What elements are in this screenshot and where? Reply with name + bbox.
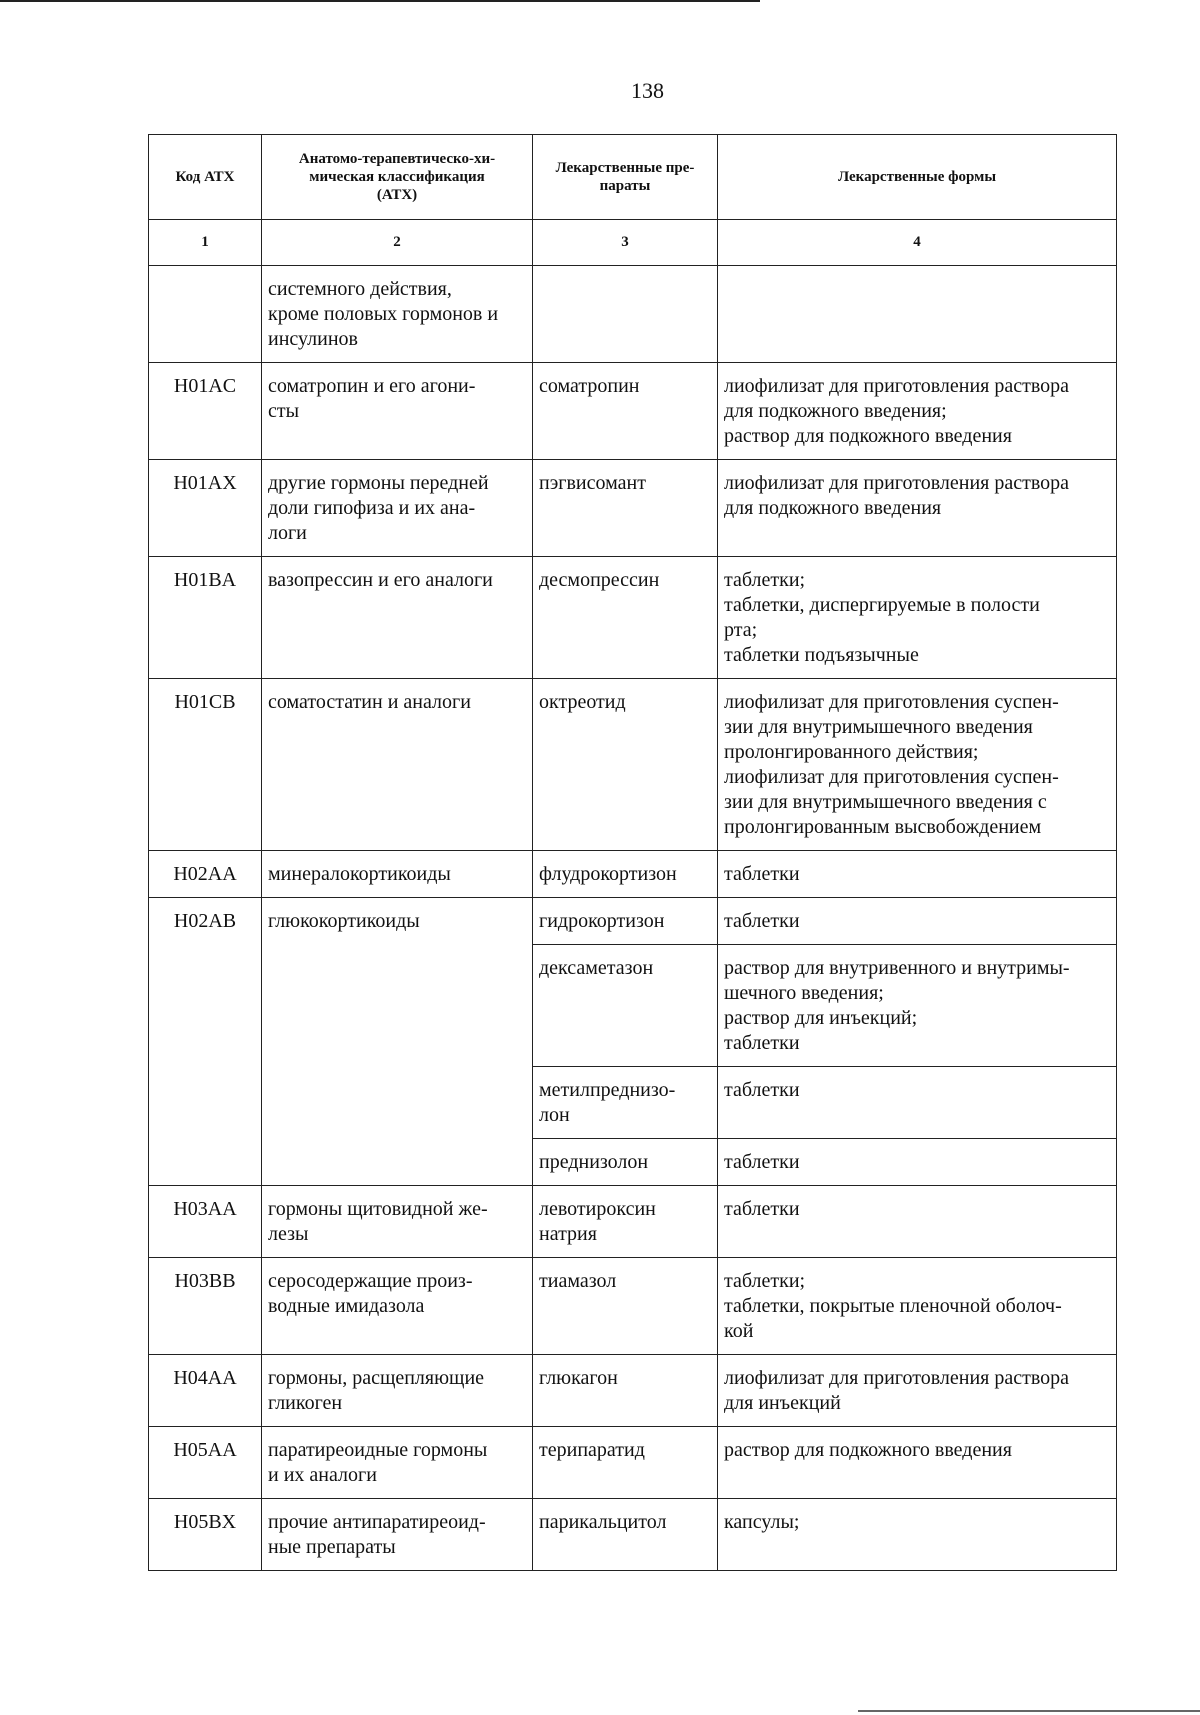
atx-code-cell: H04AA bbox=[149, 1355, 262, 1427]
header-forms: Лекарственные формы bbox=[718, 135, 1117, 220]
dosage-forms-cell: капсулы; bbox=[718, 1499, 1117, 1571]
header-drugs: Лекарственные пре- параты bbox=[533, 135, 718, 220]
atx-code-cell: H01CB bbox=[149, 679, 262, 851]
atx-code-cell bbox=[149, 266, 262, 363]
atx-code-cell: H01AX bbox=[149, 460, 262, 557]
dosage-forms-cell: таблетки; таблетки, покрытые пленочной оболоч- кой bbox=[718, 1258, 1117, 1355]
table-row bbox=[149, 679, 1117, 851]
dosage-forms-cell: таблетки; таблетки, диспергируемые в полости рта; таблетки подъязычные bbox=[718, 557, 1117, 679]
table-row bbox=[149, 460, 1117, 557]
header-classification: Анатомо-терапевтическо-хи- мическая классификация (АТХ) bbox=[262, 135, 533, 220]
dosage-forms-cell: лиофилизат для приготовления раствора для подкожного введения; раствор для подкожного введения bbox=[718, 363, 1117, 460]
drug-cell: левотироксин натрия bbox=[533, 1186, 718, 1258]
drug-cell: метилпреднизо- лон bbox=[533, 1067, 718, 1139]
drug-cell: соматропин bbox=[533, 363, 718, 460]
table-row bbox=[149, 557, 1117, 679]
atx-code-cell: H05BX bbox=[149, 1499, 262, 1571]
dosage-forms-cell: раствор для внутривенного и внутримы- шечного введения; раствор для инъекций; таблетки bbox=[718, 945, 1117, 1067]
table-body bbox=[149, 266, 1117, 1571]
drug-cell: глюкагон bbox=[533, 1355, 718, 1427]
drug-cell: флудрокортизон bbox=[533, 851, 718, 898]
table-row bbox=[149, 898, 1117, 945]
atx-code-cell: H01AC bbox=[149, 363, 262, 460]
table-row bbox=[149, 1355, 1117, 1427]
dosage-forms-cell: лиофилизат для приготовления суспен- зии для внутримышечного введения пролонгированного действия; лиофилизат для приготовления суспен- зии для внутримышечного введения с пролонгированным высвобождением bbox=[718, 679, 1117, 851]
classification-cell: минералокортикоиды bbox=[262, 851, 533, 898]
dosage-forms-cell: таблетки bbox=[718, 851, 1117, 898]
drug-cell: десмопрессин bbox=[533, 557, 718, 679]
table-row bbox=[149, 1258, 1117, 1355]
table-row bbox=[149, 1427, 1117, 1499]
classification-cell: гормоны, расщепляющие гликоген bbox=[262, 1355, 533, 1427]
dosage-forms-cell: таблетки bbox=[718, 898, 1117, 945]
dosage-forms-cell: таблетки bbox=[718, 1139, 1117, 1186]
column-number: 4 bbox=[718, 220, 1117, 266]
atx-code-cell: H02AA bbox=[149, 851, 262, 898]
drug-cell: терипаратид bbox=[533, 1427, 718, 1499]
column-number-row bbox=[149, 220, 1117, 266]
classification-cell: глюкокортикоиды bbox=[262, 898, 533, 1186]
drug-cell: октреотид bbox=[533, 679, 718, 851]
drug-cell: парикальцитол bbox=[533, 1499, 718, 1571]
classification-cell: другие гормоны передней доли гипофиза и их ана- логи bbox=[262, 460, 533, 557]
column-number: 3 bbox=[533, 220, 718, 266]
atx-code-cell: H03AA bbox=[149, 1186, 262, 1258]
classification-cell: гормоны щитовидной же- лезы bbox=[262, 1186, 533, 1258]
table-row bbox=[149, 851, 1117, 898]
classification-cell: серосодержащие произ- водные имидазола bbox=[262, 1258, 533, 1355]
dosage-forms-cell bbox=[718, 266, 1117, 363]
dosage-forms-cell: таблетки bbox=[718, 1186, 1117, 1258]
dosage-forms-cell: раствор для подкожного введения bbox=[718, 1427, 1117, 1499]
table-row bbox=[149, 266, 1117, 363]
bottom-rule bbox=[858, 1710, 1200, 1712]
column-number: 1 bbox=[149, 220, 262, 266]
drug-cell: гидрокортизон bbox=[533, 898, 718, 945]
dosage-forms-cell: лиофилизат для приготовления раствора для инъекций bbox=[718, 1355, 1117, 1427]
atx-code-cell: H05AA bbox=[149, 1427, 262, 1499]
table-row bbox=[149, 1499, 1117, 1571]
column-number: 2 bbox=[262, 220, 533, 266]
drug-cell: тиамазол bbox=[533, 1258, 718, 1355]
classification-cell: соматостатин и аналоги bbox=[262, 679, 533, 851]
atx-code-cell: H03BB bbox=[149, 1258, 262, 1355]
classification-cell: соматропин и его агони- сты bbox=[262, 363, 533, 460]
drug-cell: преднизолон bbox=[533, 1139, 718, 1186]
atx-code-cell: H01BA bbox=[149, 557, 262, 679]
classification-cell: системного действия, кроме половых гормонов и инсулинов bbox=[262, 266, 533, 363]
header-code: Код АТХ bbox=[149, 135, 262, 220]
atx-code-cell: H02AB bbox=[149, 898, 262, 1186]
drug-cell bbox=[533, 266, 718, 363]
top-rule bbox=[0, 0, 760, 2]
page-number: 138 bbox=[631, 78, 664, 103]
table-row bbox=[149, 1186, 1117, 1258]
table-header-row bbox=[149, 135, 1117, 220]
atx-table bbox=[148, 134, 1117, 1571]
classification-cell: вазопрессин и его аналоги bbox=[262, 557, 533, 679]
drug-cell: пэгвисомант bbox=[533, 460, 718, 557]
table-row bbox=[149, 363, 1117, 460]
dosage-forms-cell: таблетки bbox=[718, 1067, 1117, 1139]
classification-cell: прочие антипаратиреоид- ные препараты bbox=[262, 1499, 533, 1571]
classification-cell: паратиреоидные гормоны и их аналоги bbox=[262, 1427, 533, 1499]
drug-cell: дексаметазон bbox=[533, 945, 718, 1067]
dosage-forms-cell: лиофилизат для приготовления раствора для подкожного введения bbox=[718, 460, 1117, 557]
